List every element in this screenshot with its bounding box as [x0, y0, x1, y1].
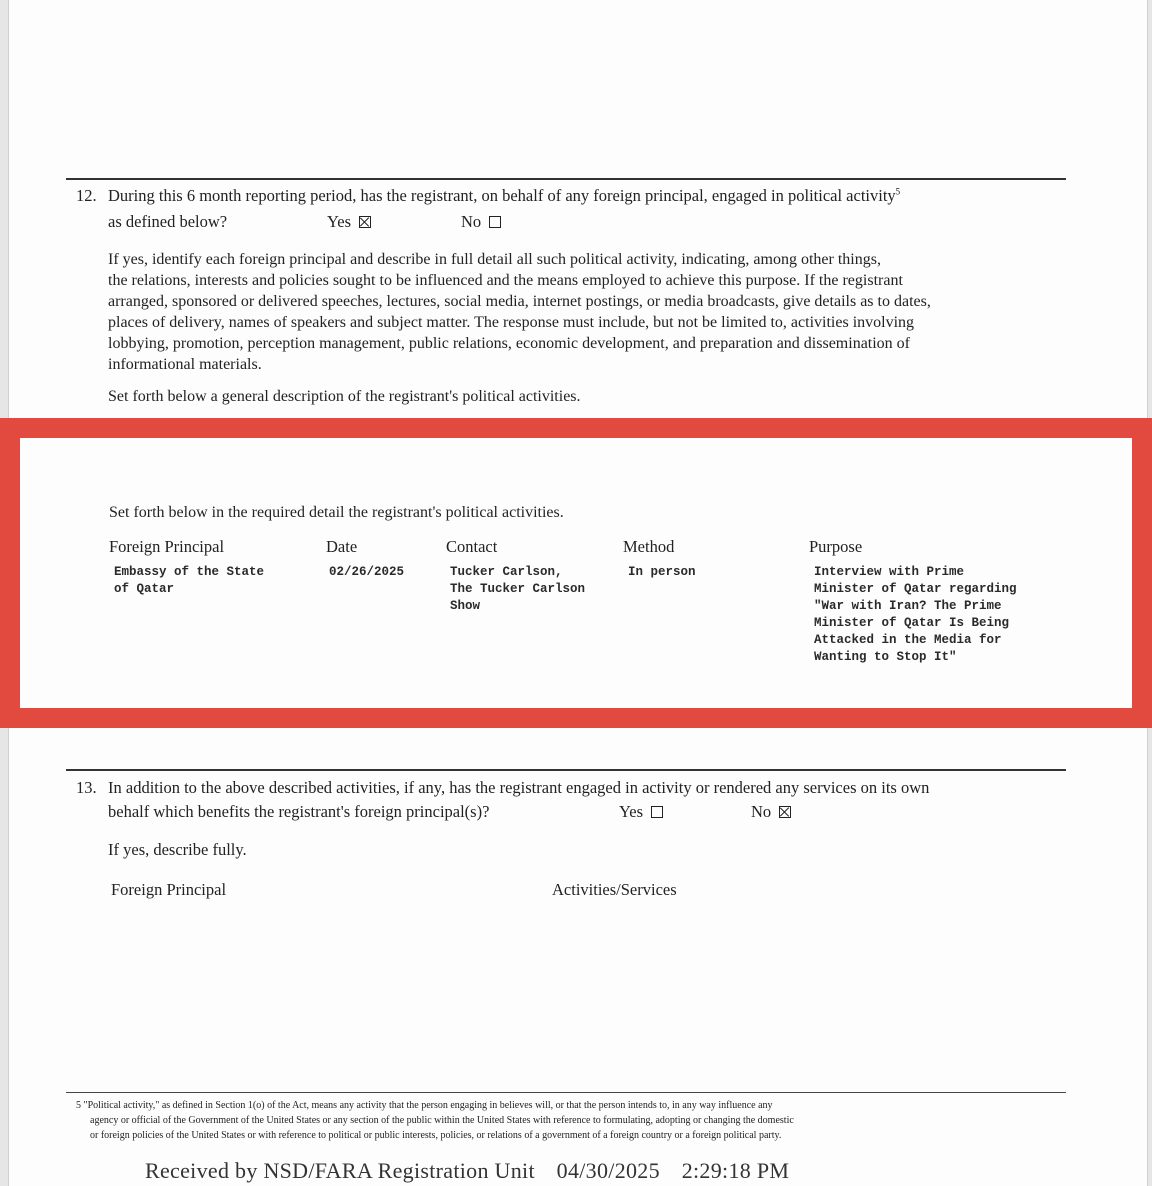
q12-no-checkbox[interactable]: [489, 216, 501, 228]
q12-question-line2: as defined below?: [108, 212, 228, 231]
q12-instruction-line: lobbying, promotion, perception management, public relations, economic development, and preparation and dissemination of: [108, 335, 911, 352]
cell-line: Tucker Carlson,: [450, 565, 563, 579]
cell-line: Wanting to Stop It": [814, 650, 957, 664]
footnote: [76, 1098, 1076, 1143]
cell-line: Show: [450, 599, 481, 613]
general-description-label: Set forth below a general description of the registrant's political activities.: [108, 388, 581, 405]
cell-line: of Qatar: [114, 582, 175, 596]
q12-no-option: [461, 212, 501, 232]
received-stamp-text: Received by NSD/FARA Registration Unit: [145, 1158, 535, 1183]
footnote-line: 5 "Political activity," as defined in Section 1(o) of the Act, means any activity that the person engaging in believes will, or that the person intends to, in any way influence any: [76, 1100, 773, 1111]
q13-yes-label: Yes: [619, 802, 644, 821]
col-contact-header: Contact: [446, 537, 498, 556]
highlight-box: [0, 418, 1152, 728]
q12-question-line1: [108, 186, 900, 206]
footnote-line: agency or official of the Government of the United States or any section of the public within the United States with reference to formulating, adopting or changing the domestic: [90, 1115, 794, 1126]
q13-yes-checkbox[interactable]: [651, 806, 663, 818]
received-stamp: [145, 1158, 789, 1184]
footnote-rule: [66, 1092, 1066, 1093]
q12-number: 12.: [76, 186, 97, 205]
q12-no-label: No: [461, 212, 482, 231]
cell-line: Minister of Qatar regarding: [814, 582, 1017, 596]
received-stamp-date: 04/30/2025: [556, 1158, 660, 1183]
footnote-ref: 5: [895, 186, 901, 197]
q12-instruction-line: places of delivery, names of speakers and subject matter. The response must include, but not be limited to, activities involving: [108, 314, 915, 331]
footnote-line: or foreign policies of the United States or with reference to political or public interests, policies, or relations of a government of a foreign country or a foreign political party.: [90, 1130, 782, 1141]
col-foreign-principal-header: Foreign Principal: [109, 537, 225, 556]
q12-instruction-line: informational materials.: [108, 356, 262, 373]
cell-line: Attacked in the Media for: [814, 633, 1002, 647]
cell-method: In person: [628, 565, 696, 579]
col-date-header: Date: [326, 537, 358, 556]
q13-no-checkbox[interactable]: [779, 806, 791, 818]
q13-question-line1: In addition to the above described activities, if any, has the registrant engaged in activity or rendered any services on its own: [108, 778, 930, 797]
cell-line: Interview with Prime: [814, 565, 965, 579]
q12-instruction-line: the relations, interests and policies sought to be influenced and the means employed to achieve this purpose. If the registrant: [108, 272, 903, 289]
q13-no-label: No: [751, 802, 772, 821]
q13-number: 13.: [76, 778, 97, 797]
cell-date: 02/26/2025: [329, 565, 405, 579]
cell-line: The Tucker Carlson: [450, 582, 586, 596]
q13-top-rule: [66, 769, 1066, 771]
q12-instruction-line: If yes, identify each foreign principal and describe in full detail all such political activity, indicating, among other things,: [108, 251, 881, 268]
q13-yes-option: [619, 802, 663, 822]
col-purpose-header: Purpose: [809, 537, 863, 556]
cell-line: Embassy of the State: [114, 565, 265, 579]
q12-top-rule: [66, 178, 1066, 180]
q13-col-foreign-principal: Foreign Principal: [111, 880, 227, 899]
q12-question-text: During this 6 month reporting period, has the registrant, on behalf of any foreign principal, engaged in political activity: [108, 186, 896, 205]
received-stamp-time: 2:29:18 PM: [681, 1158, 790, 1183]
q12-yes-checkbox[interactable]: [359, 216, 371, 228]
q12-instruction-line: arranged, sponsored or delivered speeches, lectures, social media, internet postings, or media broadcasts, give details as to dates,: [108, 293, 931, 310]
q13-col-activities: Activities/Services: [552, 880, 677, 899]
cell-line: Minister of Qatar Is Being: [814, 616, 1010, 630]
q13-describe-label: If yes, describe fully.: [108, 840, 247, 859]
q13-no-option: [751, 802, 791, 822]
cell-line: "War with Iran? The Prime: [814, 599, 1002, 613]
q12-yes-label: Yes: [327, 212, 352, 231]
q12-instructions: [108, 249, 1068, 375]
q12-yes-option: [327, 212, 371, 232]
col-method-header: Method: [623, 537, 675, 556]
required-detail-label: Set forth below in the required detail the registrant's political activities.: [109, 504, 564, 521]
q13-question-line2: behalf which benefits the registrant's foreign principal(s)?: [108, 802, 490, 821]
